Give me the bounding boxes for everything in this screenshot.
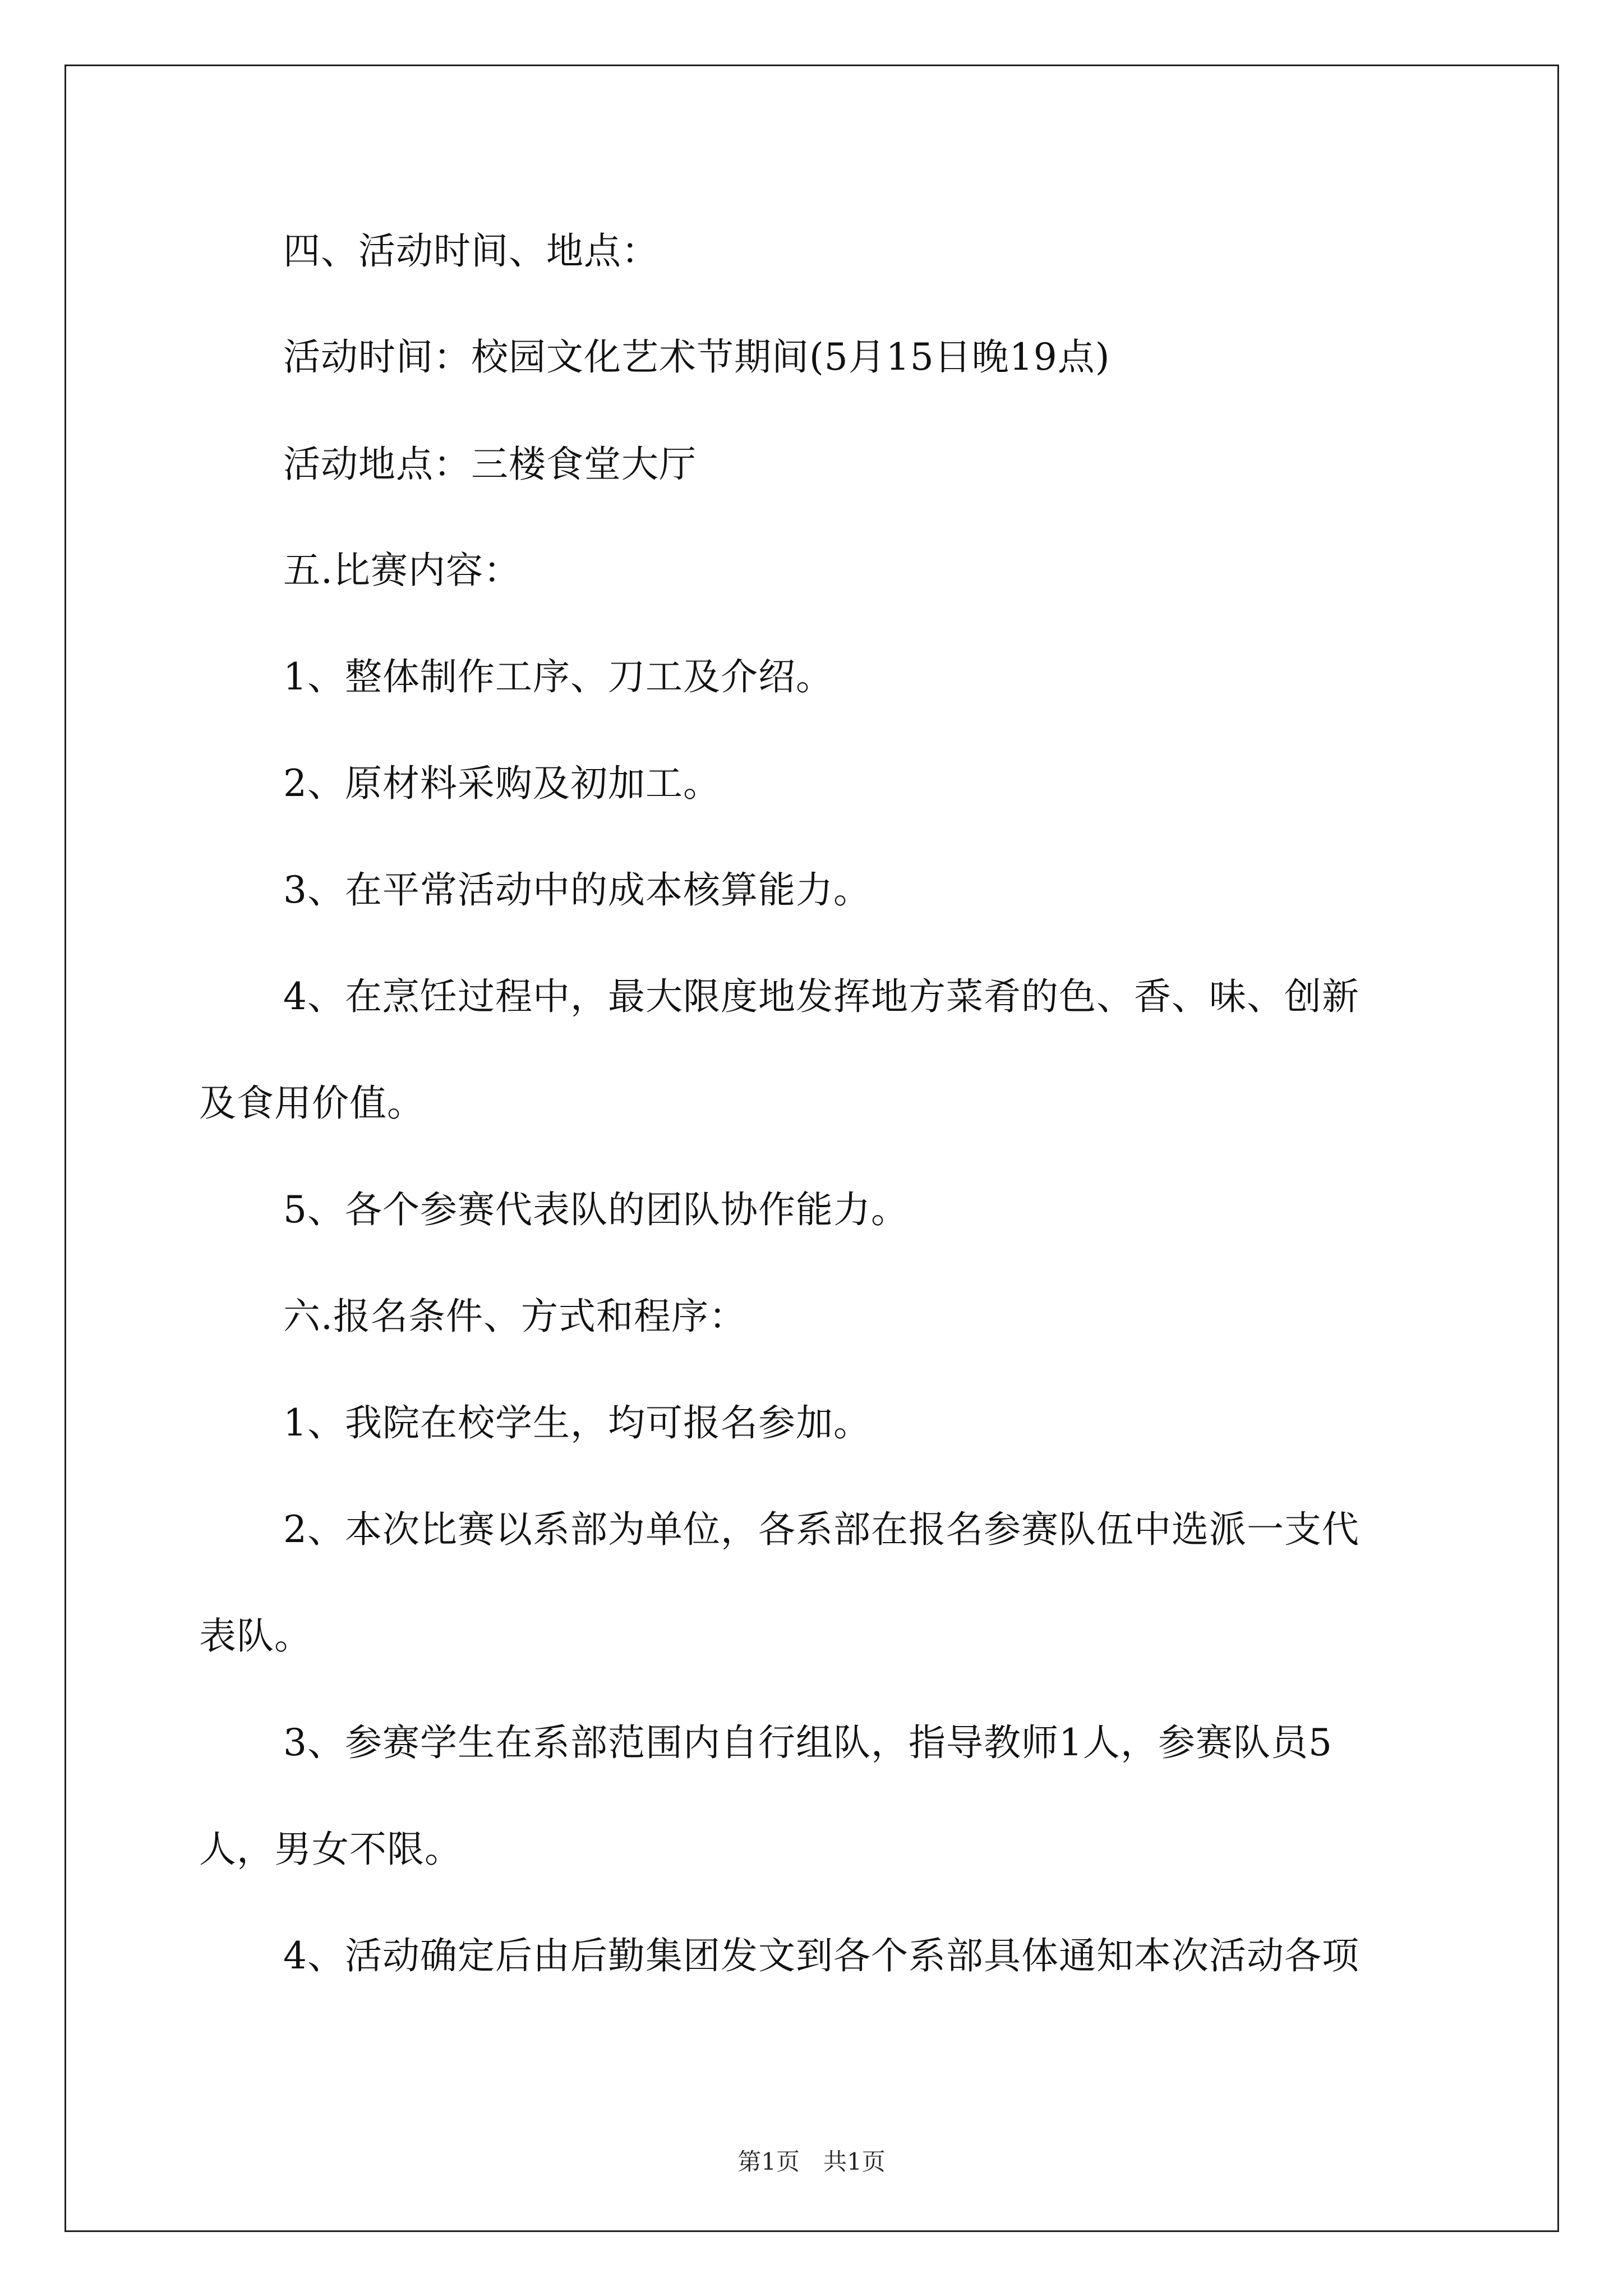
page-footer: 第1页 共1页 xyxy=(737,2148,886,2175)
registration-item-2-continuation: 表队。 xyxy=(199,1614,312,1658)
page-border xyxy=(64,65,1559,2232)
list-item-5: 5、各个参赛代表队的团队协作能力。 xyxy=(283,1188,909,1231)
paragraph-activity-time: 活动时间：校园文化艺术节期间(5月15日晚19点) xyxy=(283,335,1110,379)
list-item-4: 4、在烹饪过程中，最大限度地发挥地方菜肴的色、香、味、创新 xyxy=(283,975,1359,1018)
registration-item-3: 3、参赛学生在系部范围内自行组队，指导教师1人，参赛队员5 xyxy=(283,1721,1332,1764)
registration-item-4: 4、活动确定后由后勤集团发文到各个系部具体通知本次活动各项 xyxy=(283,1934,1359,1977)
paragraph-activity-place: 活动地点：三楼食堂大厅 xyxy=(283,443,697,486)
list-item-2: 2、原材料采购及初加工。 xyxy=(283,762,721,805)
section-heading-contest-content: 五.比赛内容： xyxy=(283,549,521,592)
list-item-3: 3、在平常活动中的成本核算能力。 xyxy=(283,868,871,912)
section-heading-time-place: 四、活动时间、地点： xyxy=(283,229,659,273)
registration-item-3-continuation: 人，男女不限。 xyxy=(199,1828,462,1871)
section-heading-registration: 六.报名条件、方式和程序： xyxy=(283,1295,746,1338)
registration-item-1: 1、我院在校学生，均可报名参加。 xyxy=(283,1401,871,1444)
list-item-4-continuation: 及食用价值。 xyxy=(199,1082,425,1125)
list-item-1: 1、整体制作工序、刀工及介绍。 xyxy=(283,655,833,698)
registration-item-2: 2、本次比赛以系部为单位，各系部在报名参赛队伍中选派一支代 xyxy=(283,1508,1359,1551)
